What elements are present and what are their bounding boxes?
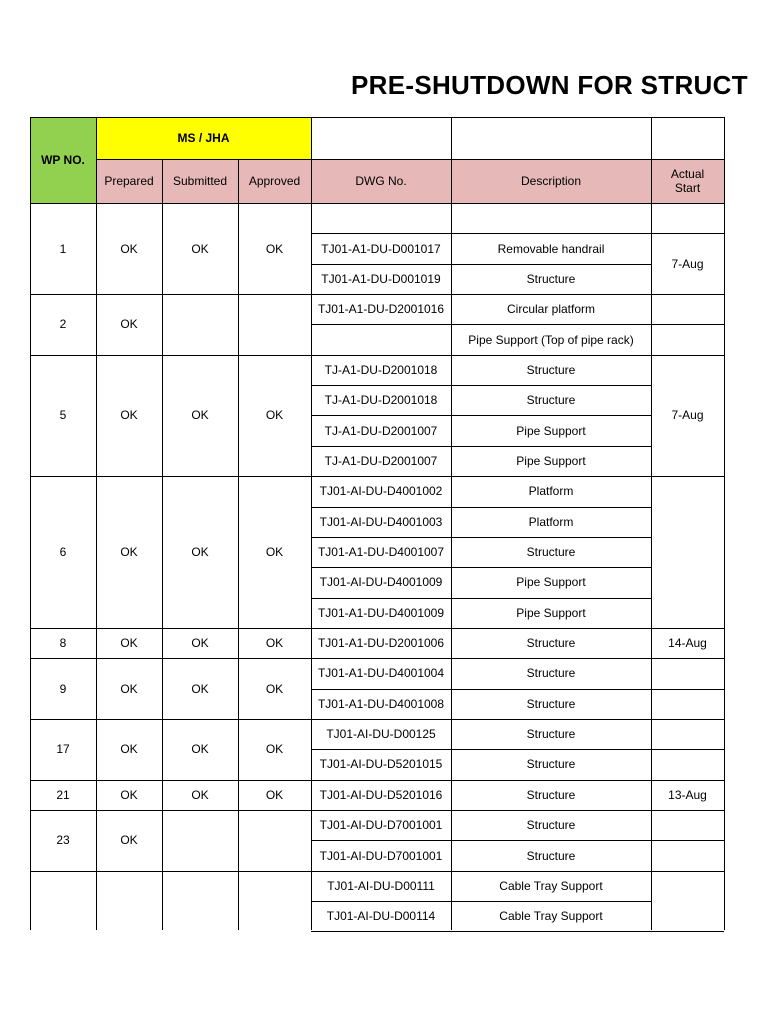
grid-line (30, 355, 311, 356)
grid-line (30, 780, 311, 781)
header-actual-start: Actual Start (651, 159, 724, 203)
grid-line (311, 415, 651, 416)
header-wp-no: WP NO. (30, 117, 96, 203)
wp-wp-cell: 5 (59, 408, 67, 423)
grid-line (651, 749, 724, 750)
dwg-no-cell: TJ01-A1-DU-D2001016 (317, 302, 445, 317)
description-cell: Pipe Support (516, 575, 586, 590)
description-cell: Structure (526, 636, 576, 651)
header-dwg-no: DWG No. (311, 159, 451, 203)
actual-start-cell (651, 871, 724, 930)
dwg-no-cell: TJ01-AI-DU-D4001003 (319, 514, 443, 529)
wp-submitted-cell: OK (191, 787, 209, 802)
description-cell: Structure (526, 362, 576, 377)
wp-prepared-cell: OK (120, 545, 138, 560)
grid-line (651, 628, 724, 629)
grid-line (724, 117, 725, 203)
dwg-no-cell: TJ01-AI-DU-D00111 (327, 878, 435, 893)
description-cell: Pipe Support (516, 453, 586, 468)
header-ms-jha: MS / JHA (96, 117, 311, 159)
grid-line (311, 719, 651, 720)
actual-start-cell: 13-Aug (668, 787, 707, 802)
wp-submitted-cell (162, 871, 238, 930)
grid-line (311, 931, 651, 932)
grid-line (651, 355, 724, 356)
grid-line (30, 476, 311, 477)
grid-line (651, 840, 724, 841)
dwg-no-cell: TJ01-AI-DU-D00114 (326, 909, 436, 924)
grid-line (651, 476, 724, 477)
grid-line (651, 203, 652, 930)
wp-approved-cell: OK (265, 241, 284, 256)
description-cell: Structure (526, 545, 576, 560)
dwg-no-cell: TJ01-A1-DU-D4001009 (317, 605, 445, 620)
dwg-no-cell: TJ-A1-DU-D2001007 (324, 423, 438, 438)
grid-line (96, 159, 724, 160)
wp-submitted-cell: OK (191, 408, 209, 423)
grid-line (30, 810, 311, 811)
wp-submitted-cell: OK (191, 681, 209, 696)
grid-line (311, 117, 312, 203)
wp-approved-cell: OK (265, 545, 284, 560)
wp-submitted-cell: OK (191, 636, 209, 651)
wp-approved-cell: OK (265, 787, 284, 802)
grid-line (311, 537, 651, 538)
wp-approved-cell (238, 871, 311, 930)
grid-line (724, 203, 725, 930)
dwg-no-cell: TJ-A1-DU-D2001018 (324, 362, 438, 377)
dwg-no-cell: TJ01-AI-DU-D00125 (326, 727, 436, 742)
grid-line (311, 385, 651, 386)
header-submitted: Submitted (162, 159, 238, 203)
wp-submitted-cell: OK (191, 241, 209, 256)
grid-line (651, 810, 724, 811)
wp-wp-cell: 9 (59, 681, 67, 696)
actual-start-cell (651, 294, 724, 324)
grid-line (96, 203, 97, 930)
dwg-no-cell: TJ-A1-DU-D2001007 (324, 453, 438, 468)
wp-wp-cell: 8 (59, 636, 67, 651)
description-cell (451, 203, 651, 233)
grid-line (651, 233, 724, 234)
grid-line (651, 689, 724, 690)
wp-wp-cell: 6 (59, 545, 67, 560)
description-cell: Cable Tray Support (499, 909, 603, 924)
header-prepared: Prepared (96, 159, 162, 203)
grid-line (311, 446, 651, 447)
actual-start-cell (651, 324, 724, 354)
grid-line (30, 719, 311, 720)
grid-line (451, 117, 452, 203)
grid-line (651, 871, 724, 872)
grid-line (30, 203, 31, 930)
grid-line (238, 203, 239, 930)
wp-submitted-cell (162, 294, 238, 355)
dwg-no-cell: TJ01-A1-DU-D001017 (321, 241, 441, 256)
grid-line (311, 810, 651, 811)
wp-approved-cell: OK (265, 681, 284, 696)
dwg-no-cell: TJ01-AI-DU-D7001001 (319, 848, 443, 863)
actual-start-cell (651, 203, 724, 233)
grid-line (30, 117, 31, 203)
wp-wp-cell: 2 (59, 317, 67, 332)
description-cell: Pipe Support (516, 423, 586, 438)
grid-line (651, 117, 652, 203)
grid-line (30, 117, 724, 118)
dwg-no-cell: TJ01-A1-DU-D4001007 (317, 545, 445, 560)
wp-prepared-cell (96, 871, 162, 930)
dwg-no-cell: TJ01-AI-DU-D4001009 (319, 575, 443, 590)
grid-line (651, 780, 724, 781)
description-cell: Platform (528, 514, 574, 529)
grid-line (311, 658, 651, 659)
actual-start-cell: 7-Aug (671, 408, 704, 423)
grid-line (651, 324, 724, 325)
grid-line (311, 628, 651, 629)
grid-line (96, 117, 97, 203)
description-cell: Structure (526, 393, 576, 408)
description-cell: Structure (526, 666, 576, 681)
grid-line (30, 871, 311, 872)
grid-line (162, 203, 163, 930)
wp-wp-cell: 1 (59, 241, 67, 256)
actual-start-cell (651, 719, 724, 749)
grid-line (311, 264, 651, 265)
grid-line (311, 476, 651, 477)
grid-line (30, 658, 311, 659)
grid-line (311, 294, 651, 295)
wp-prepared-cell: OK (120, 241, 138, 256)
description-cell: Structure (526, 727, 576, 742)
dwg-no-cell: TJ01-A1-DU-D2001006 (317, 636, 445, 651)
grid-line (30, 294, 311, 295)
description-cell: Platform (528, 484, 574, 499)
description-cell: Structure (526, 848, 576, 863)
wp-prepared-cell: OK (120, 636, 138, 651)
dwg-no-cell: TJ-A1-DU-D2001018 (324, 393, 438, 408)
grid-line (311, 324, 651, 325)
description-cell: Structure (526, 696, 576, 711)
wp-prepared-cell: OK (120, 408, 138, 423)
page-title: PRE-SHUTDOWN FOR STRUCT (351, 70, 748, 100)
wp-approved-cell: OK (265, 408, 284, 423)
grid-line (30, 203, 724, 204)
actual-start-cell (651, 840, 724, 870)
wp-prepared-cell: OK (120, 742, 138, 757)
grid-line (651, 719, 724, 720)
grid-line (30, 628, 311, 629)
wp-wp-cell: 21 (56, 787, 70, 802)
grid-line (651, 658, 724, 659)
grid-line (311, 567, 651, 568)
description-cell: Structure (526, 787, 576, 802)
wp-wp-cell: 17 (56, 742, 70, 757)
header-approved: Approved (238, 159, 311, 203)
grid-line (311, 233, 651, 234)
wp-submitted-cell (162, 810, 238, 871)
wp-prepared-cell: OK (120, 317, 138, 332)
grid-line (238, 159, 239, 203)
actual-start-cell (651, 749, 724, 779)
grid-line (311, 901, 651, 902)
dwg-no-cell: TJ01-A1-DU-D4001008 (317, 696, 445, 711)
grid-line (651, 931, 724, 932)
dwg-no-cell (311, 324, 451, 354)
dwg-no-cell: TJ01-AI-DU-D7001001 (319, 818, 443, 833)
wp-submitted-cell: OK (191, 742, 209, 757)
description-cell: Pipe Support (516, 605, 586, 620)
grid-line (311, 355, 651, 356)
wp-approved-cell (238, 810, 311, 871)
actual-start-cell (651, 689, 724, 719)
grid-line (311, 689, 651, 690)
description-cell: Cable Tray Support (499, 878, 603, 893)
grid-line (311, 507, 651, 508)
description-cell: Circular platform (506, 302, 596, 317)
grid-line (311, 840, 651, 841)
wp-approved-cell: OK (265, 636, 284, 651)
dwg-no-cell: TJ01-AI-DU-D5201015 (319, 757, 443, 772)
grid-line (651, 294, 724, 295)
description-cell: Structure (526, 818, 576, 833)
dwg-no-cell (311, 203, 451, 233)
wp-wp-cell (30, 871, 96, 930)
wp-wp-cell: 23 (56, 833, 70, 848)
grid-line (311, 780, 651, 781)
header-description: Description (451, 159, 651, 203)
dwg-no-cell: TJ01-A1-DU-D001019 (321, 271, 441, 286)
actual-start-cell: 14-Aug (668, 636, 707, 651)
description-cell: Structure (526, 271, 576, 286)
wp-submitted-cell: OK (191, 545, 209, 560)
description-cell: Removable handrail (497, 241, 605, 256)
actual-start-cell (651, 658, 724, 688)
dwg-no-cell: TJ01-AI-DU-D5201016 (319, 787, 443, 802)
wp-prepared-cell: OK (120, 833, 138, 848)
description-cell: Pipe Support (Top of pipe rack) (468, 332, 634, 347)
actual-start-cell (651, 476, 724, 628)
wp-approved-cell (238, 294, 311, 355)
description-cell: Structure (526, 757, 576, 772)
grid-line (311, 749, 651, 750)
wp-prepared-cell: OK (120, 787, 138, 802)
wp-prepared-cell: OK (120, 681, 138, 696)
dwg-no-cell: TJ01-A1-DU-D4001004 (317, 666, 445, 681)
grid-line (162, 159, 163, 203)
wp-approved-cell: OK (265, 742, 284, 757)
grid-line (311, 871, 651, 872)
grid-line (311, 598, 651, 599)
actual-start-cell: 7-Aug (671, 256, 704, 271)
actual-start-cell (651, 810, 724, 840)
dwg-no-cell: TJ01-AI-DU-D4001002 (319, 484, 443, 499)
